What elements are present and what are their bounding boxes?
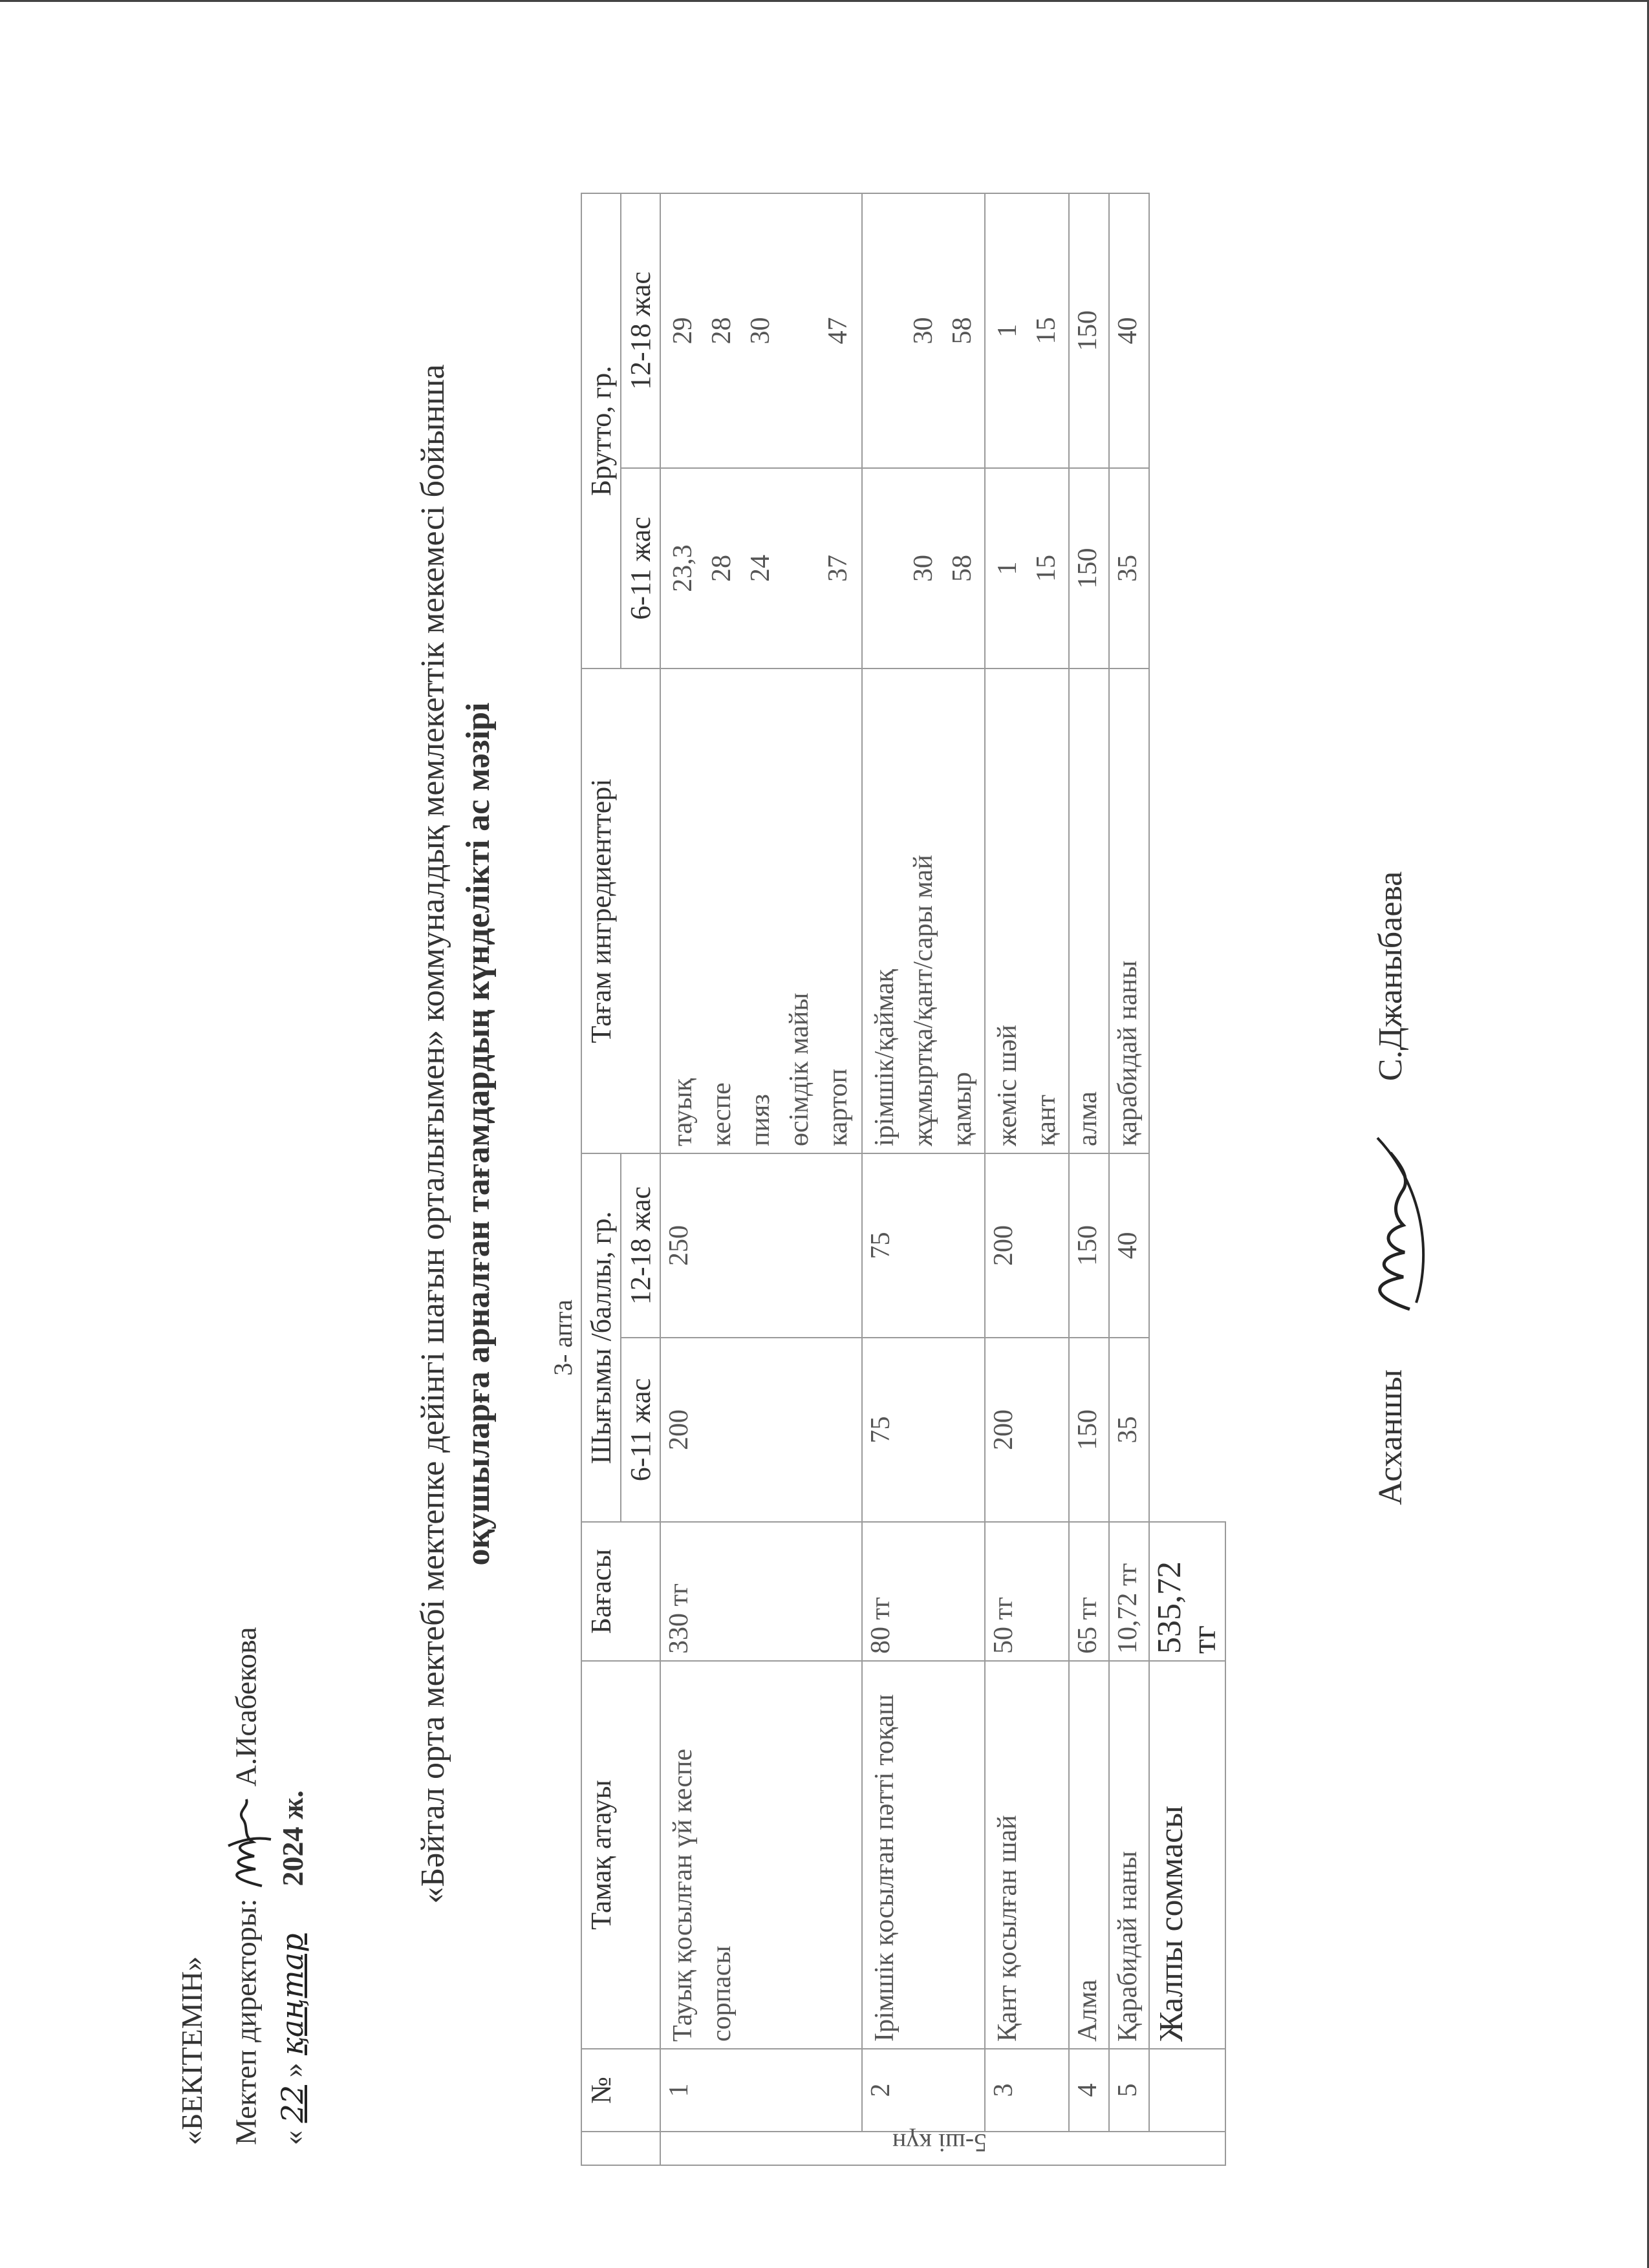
ingredient-item: қарабидай наны bbox=[1113, 960, 1143, 1146]
row-num: 5 bbox=[1109, 2049, 1149, 2132]
brutto-value bbox=[865, 200, 904, 461]
director-signature bbox=[223, 1794, 275, 1891]
header-output-age2: 12-18 жас bbox=[621, 1153, 660, 1338]
cook-signoff bbox=[1352, 872, 1436, 1505]
ingredient-item: тауық bbox=[668, 1078, 698, 1146]
brutto-value: 28 bbox=[707, 317, 737, 345]
brutto-age2-cell bbox=[1109, 193, 1149, 468]
dish-name: Қарабидай наны bbox=[1109, 1661, 1149, 2049]
row-num: 4 bbox=[1069, 2049, 1109, 2132]
output-age1: 200 bbox=[985, 1338, 1069, 1522]
output-age2: 200 bbox=[985, 1153, 1069, 1338]
brutto-value: 58 bbox=[947, 555, 977, 582]
ingredient-item: ірімшік/қаймақ bbox=[870, 969, 900, 1146]
week-label: 3- апта bbox=[545, 1153, 581, 1522]
brutto-value: 47 bbox=[823, 317, 853, 345]
header-output: Шығымы /баллы, гр. bbox=[581, 1153, 621, 1522]
dish-price: 50 тг bbox=[985, 1522, 1069, 1661]
output-age1: 75 bbox=[862, 1338, 985, 1522]
cook-name: С.Джаныбаева bbox=[1372, 871, 1409, 1082]
brutto-age2-cell bbox=[660, 193, 862, 468]
ingredients-cell bbox=[985, 669, 1069, 1153]
brutto-value: 28 bbox=[707, 555, 737, 582]
date-year: 2024 ж. bbox=[276, 1790, 309, 1887]
day-label: 5-ші күн bbox=[892, 2128, 987, 2157]
ingredient-item: өсімдік майы bbox=[784, 992, 814, 1146]
output-age2: 40 bbox=[1109, 1153, 1149, 1338]
ingredient-item: қамыр bbox=[947, 1072, 977, 1146]
brutto-value: 24 bbox=[746, 555, 775, 582]
approval-date bbox=[275, 1790, 310, 2145]
dish-name: Тауық қосылған үй кеспе сорпасы bbox=[660, 1661, 862, 2049]
brutto-value: 30 bbox=[746, 317, 775, 345]
ingredient-item: қант bbox=[1031, 1095, 1061, 1146]
table-row bbox=[985, 193, 1069, 2165]
brutto-value: 23,3 bbox=[668, 544, 698, 592]
dish-name: Қант қосылған шай bbox=[985, 1661, 1069, 2049]
cook-label: Асханшы bbox=[1372, 1369, 1409, 1505]
header-dish: Тамақ атауы bbox=[581, 1661, 660, 2049]
header-output-age1: 6-11 жас bbox=[621, 1338, 660, 1522]
approval-director bbox=[223, 1627, 275, 2145]
ingredient-item: жұмыртқа/қант/сары май bbox=[909, 855, 938, 1146]
brutto-value: 30 bbox=[909, 555, 938, 582]
dish-name: Алма bbox=[1069, 1661, 1109, 2049]
output-age1: 150 bbox=[1069, 1338, 1109, 1522]
ingredient-item: алма bbox=[1073, 1091, 1103, 1146]
output-age1: 35 bbox=[1109, 1338, 1149, 1522]
output-age2: 250 bbox=[660, 1153, 862, 1338]
header-brutto: Брутто, гр. bbox=[581, 193, 621, 669]
brutto-value: 150 bbox=[1073, 310, 1103, 351]
week-row bbox=[545, 193, 581, 2165]
ingredient-item: кеспе bbox=[707, 1082, 737, 1146]
brutto-value: 15 bbox=[1031, 317, 1061, 345]
menu-title-line1: «Бәйтал орта мектебі мектепке дейінгі шағын орталығымен» коммуналдық мемлекеттік мекемесі бойынша bbox=[415, 364, 451, 1904]
total-value: 535,72 тг bbox=[1149, 1522, 1225, 1661]
brutto-value: 30 bbox=[909, 317, 938, 345]
dish-price: 10,72 тг bbox=[1109, 1522, 1149, 1661]
brutto-age1-cell bbox=[1069, 468, 1109, 669]
table-row bbox=[862, 193, 985, 2165]
brutto-value: 15 bbox=[1031, 555, 1061, 582]
brutto-value: 58 bbox=[947, 317, 977, 345]
brutto-age1-cell bbox=[985, 468, 1069, 669]
header-brutto-age1: 6-11 жас bbox=[621, 468, 660, 669]
header-ingredients: Тағам ингредиенттері bbox=[581, 669, 660, 1153]
brutto-age2-cell bbox=[985, 193, 1069, 468]
brutto-value bbox=[780, 200, 819, 461]
dish-price: 80 тг bbox=[862, 1522, 985, 1661]
header-brutto-age2: 12-18 жас bbox=[621, 193, 660, 468]
date-day: 22 bbox=[275, 2084, 310, 2123]
dish-price: 330 тг bbox=[660, 1522, 862, 1661]
date-month: қаңтар bbox=[275, 1933, 310, 2055]
menu-title-line2: оқушыларға арналған тағамдардың күнделікті ас мәзірі bbox=[460, 702, 497, 1566]
brutto-value: 29 bbox=[668, 317, 698, 345]
brutto-age2-cell bbox=[862, 193, 985, 468]
brutto-value: 1 bbox=[993, 561, 1022, 575]
cook-signature bbox=[1352, 1128, 1436, 1322]
row-num: 1 bbox=[660, 2049, 862, 2132]
ingredient-item: жеміс шәй bbox=[993, 1025, 1022, 1146]
dish-name: Ірімшік қосылған пәтті тоқаш bbox=[862, 1661, 985, 2049]
brutto-value: 40 bbox=[1113, 317, 1143, 345]
brutto-value: 150 bbox=[1073, 548, 1103, 589]
menu-table bbox=[545, 193, 1226, 2166]
ingredients-cell bbox=[862, 669, 985, 1153]
output-age2: 75 bbox=[862, 1153, 985, 1338]
approval-org: «БЕКІТЕМІН» bbox=[175, 1956, 208, 2145]
output-age2: 150 bbox=[1069, 1153, 1109, 1338]
brutto-value bbox=[865, 475, 904, 661]
brutto-value: 1 bbox=[993, 323, 1022, 337]
ingredient-item: пияз bbox=[746, 1094, 775, 1146]
row-num: 2 bbox=[862, 2049, 985, 2132]
header-row-1 bbox=[581, 193, 621, 2165]
table-row bbox=[660, 193, 862, 2165]
row-num: 3 bbox=[985, 2049, 1069, 2132]
brutto-age2-cell bbox=[1069, 193, 1109, 468]
director-name: А.Исабекова bbox=[229, 1627, 263, 1787]
day-cell bbox=[660, 2128, 1225, 2165]
dish-price: 65 тг bbox=[1069, 1522, 1109, 1661]
ingredients-cell bbox=[660, 669, 862, 1153]
brutto-age1-cell bbox=[862, 468, 985, 669]
brutto-age1-cell bbox=[660, 468, 862, 669]
table-row bbox=[1069, 193, 1109, 2165]
ingredient-item: картоп bbox=[823, 1068, 853, 1146]
date-close-quote: » bbox=[276, 2062, 309, 2078]
total-label: Жалпы соммасы bbox=[1149, 1661, 1225, 2049]
ingredients-cell bbox=[1069, 669, 1109, 1153]
ingredients-cell bbox=[1109, 669, 1149, 1153]
brutto-value bbox=[780, 475, 819, 661]
header-price: Бағасы bbox=[581, 1522, 660, 1661]
brutto-value: 37 bbox=[823, 555, 853, 582]
director-label: Мектеп директоры: bbox=[229, 1898, 263, 2145]
brutto-age1-cell bbox=[1109, 468, 1149, 669]
header-num: № bbox=[581, 2049, 660, 2132]
header-day bbox=[581, 2132, 660, 2165]
table-row bbox=[1109, 193, 1149, 2165]
output-age1: 200 bbox=[660, 1338, 862, 1522]
date-open-quote: « bbox=[276, 2130, 309, 2145]
total-row bbox=[1149, 193, 1225, 2165]
brutto-value: 35 bbox=[1113, 555, 1143, 582]
